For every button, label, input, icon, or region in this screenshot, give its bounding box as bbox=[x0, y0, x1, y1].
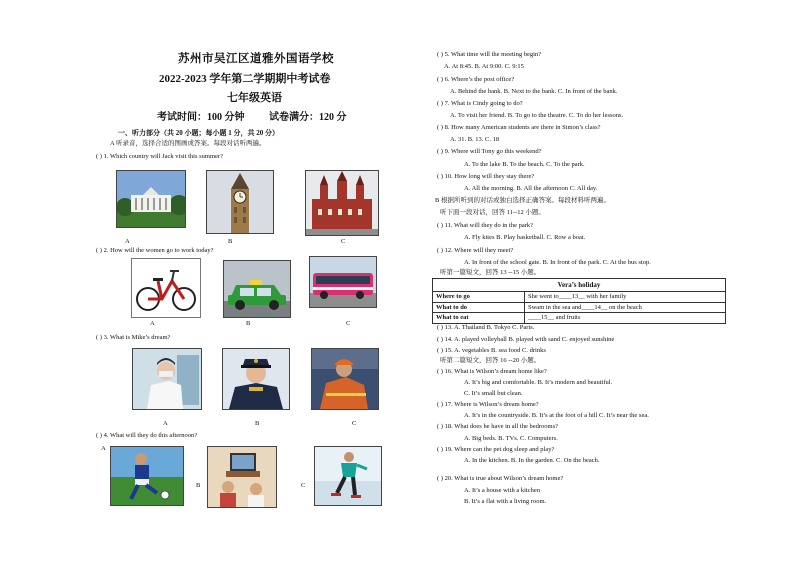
red-museum-image bbox=[305, 170, 379, 236]
question-line: ( ) 12. Where will they meet? bbox=[437, 247, 514, 254]
answer-line: 听第一篇短文，回答 13 --15 小题。 bbox=[440, 269, 541, 276]
soccer-image bbox=[110, 446, 184, 506]
part-a-instruction: A 听录音，选择合适的图画或答案。每段对话听两遍。 bbox=[110, 140, 266, 147]
answer-line: A. At 8:45. B. At 9:00. C. 9:15 bbox=[444, 63, 524, 70]
question-line: ( ) 20. What is true about Wilson’s dream home? bbox=[437, 475, 564, 482]
question-line: ( ) 14. A. played volleyball B. played with sand C. enjoyed sunshine bbox=[437, 336, 615, 343]
table-key: What to do bbox=[433, 302, 525, 313]
answer-line: C. It’s small but clean. bbox=[464, 390, 523, 397]
table-row bbox=[433, 313, 726, 324]
question-line: ( ) 8. How many American students are there in Simon’s class? bbox=[437, 124, 601, 131]
answer-line: A. To visit her friend. B. To go to the theatre. C. To do her lessons. bbox=[450, 112, 624, 119]
question-line: ( ) 19. Where can the pet dog sleep and play? bbox=[437, 446, 555, 453]
answer-line: A. To the lake B. To the beach. C. To the park. bbox=[464, 161, 585, 168]
answer-line: A. In the kitchen. B. In the garden. C. On the beach. bbox=[464, 457, 600, 464]
answer-line: B 根据所听到的对话或独白选择正确答案。每段材料听两遍。 bbox=[435, 197, 610, 204]
q4-option-c: C bbox=[301, 482, 306, 489]
answer-line: B. It’s a flat with a living room. bbox=[464, 498, 547, 505]
question-1: ( ) 1. Which country will Jack visit this summer? bbox=[96, 153, 223, 160]
answer-line: A. Big beds. B. TVs. C. Computers. bbox=[464, 435, 558, 442]
question-line: ( ) 15. A. vegetables B. sea food C. drinks bbox=[437, 347, 546, 354]
table-key: Where to go bbox=[433, 292, 525, 303]
question-line: ( ) 17. Where is Wilson’s dream home? bbox=[437, 401, 539, 408]
table-key: What to eat bbox=[433, 313, 525, 324]
answer-line: A. It’s a house with a kitchen bbox=[464, 487, 540, 494]
white-house-image bbox=[116, 170, 186, 228]
q4-option-b: B bbox=[196, 482, 201, 489]
table-row bbox=[433, 292, 726, 303]
question-line: ( ) 7. What is Cindy going to do? bbox=[437, 100, 523, 107]
table-value: She went to____13__ with her family bbox=[525, 292, 726, 303]
question-line: ( ) 13. A. Thailand B. Tokyo C. Paris. bbox=[437, 324, 535, 331]
firefighter-image bbox=[311, 348, 379, 410]
table-title: Vera’s holiday bbox=[433, 279, 726, 292]
q3-option-a: A bbox=[163, 420, 168, 427]
table-value: Swam in the sea and____14__ on the beach bbox=[525, 302, 726, 313]
q3-option-c: C bbox=[352, 420, 357, 427]
q2-option-c: C bbox=[346, 320, 351, 327]
school-title: 苏州市吴江区道雅外国语学校 bbox=[178, 53, 334, 65]
q2-option-b: B bbox=[246, 320, 251, 327]
q1-option-c: C bbox=[341, 238, 346, 245]
doctor-image bbox=[132, 348, 202, 410]
grade-title: 七年级英语 bbox=[227, 92, 282, 104]
answer-line: A. Fly kites B. Play basketball. C. Row a boat. bbox=[464, 234, 586, 241]
answer-line: A. All the morning. B. All the afternoon C. All day. bbox=[464, 185, 598, 192]
question-2: ( ) 2. How will the women go to work today? bbox=[96, 247, 214, 254]
table-value: ____15__ and fruits bbox=[525, 313, 726, 324]
q4-option-a: A bbox=[101, 445, 106, 452]
answer-line: 听第二篇短文，回答 16 --20 小题。 bbox=[440, 357, 541, 364]
question-line: ( ) 9. Where will Tony go this weekend? bbox=[437, 148, 542, 155]
skating-image bbox=[314, 446, 382, 506]
answer-line: 听下面一段对话，回答 11--12 小题。 bbox=[440, 209, 545, 216]
question-line: ( ) 6. Where’s the post office? bbox=[437, 76, 515, 83]
q3-option-b: B bbox=[255, 420, 260, 427]
police-image bbox=[222, 348, 290, 410]
question-line: ( ) 5. What time will the meeting begin? bbox=[437, 51, 542, 58]
table-row bbox=[433, 302, 726, 313]
watching-tv-image bbox=[207, 446, 277, 508]
answer-line: A. In front of the school gate. B. In front of the park. C. At the bus stop. bbox=[464, 259, 651, 266]
exam-score: 试卷满分：120 分 bbox=[269, 112, 347, 123]
answer-line: A. 31. B. 13. C. 18 bbox=[450, 136, 500, 143]
question-3: ( ) 3. What is Mike’s dream? bbox=[96, 334, 171, 341]
bicycle-image bbox=[131, 258, 201, 318]
exam-time: 考试时间：100 分钟 bbox=[157, 112, 245, 123]
bus-image bbox=[309, 256, 377, 308]
question-4: ( ) 4. What will they do this afternoon? bbox=[96, 432, 198, 439]
answer-line: A. Behind the bank. B. Next to the bank. C. In front of the bank. bbox=[450, 88, 618, 95]
term-title: 2022-2023 学年第二学期期中考试卷 bbox=[159, 73, 331, 85]
question-line: ( ) 16. What is Wilson’s dream home like? bbox=[437, 368, 547, 375]
q1-option-a: A bbox=[125, 238, 130, 245]
answer-line: A. It’s big and comfortable. B. It’s modern and beautiful. bbox=[464, 379, 613, 386]
question-line: ( ) 18. What does he have in all the bedrooms? bbox=[437, 423, 558, 430]
q1-option-b: B bbox=[228, 238, 233, 245]
section-heading: 一、听力部分（共 20 小题；每小题 1 分，共 20 分） bbox=[118, 129, 279, 137]
vera-holiday-table bbox=[432, 278, 726, 324]
big-ben-image bbox=[206, 170, 274, 234]
q2-option-a: A bbox=[150, 320, 155, 327]
taxi-image bbox=[223, 260, 291, 318]
answer-line: A. It’s in the countryside. B. It’s at the foot of a hill C. It’s near the sea. bbox=[464, 412, 649, 419]
question-line: ( ) 10. How long will they stay there? bbox=[437, 173, 535, 180]
question-line: ( ) 11. What will they do in the park? bbox=[437, 222, 534, 229]
